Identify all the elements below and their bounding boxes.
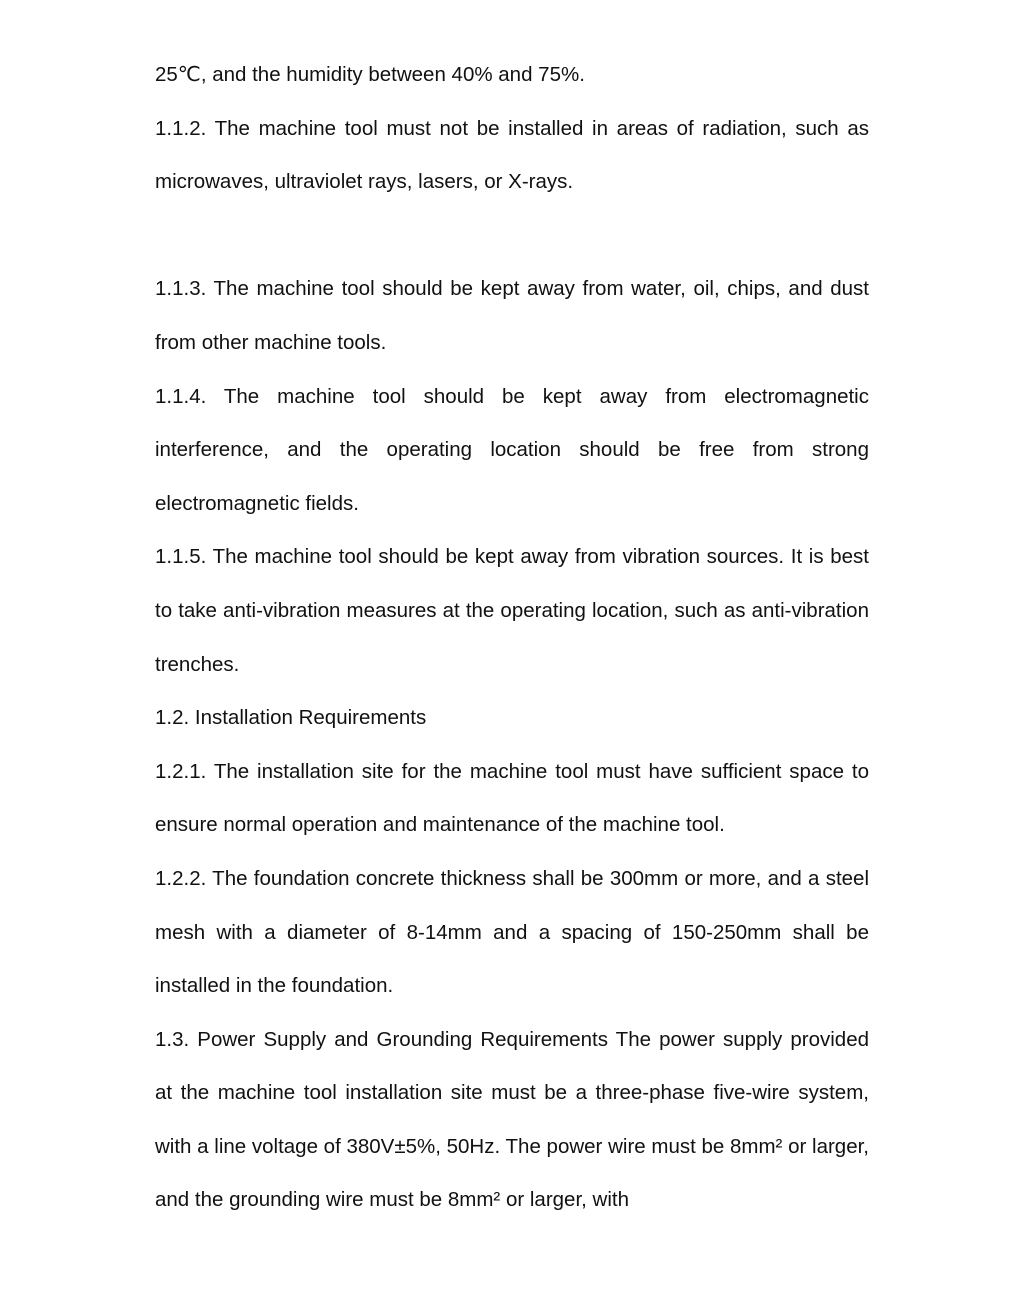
paragraph-spacer (155, 209, 869, 263)
section-heading-1-2: 1.2. Installation Requirements (155, 706, 427, 730)
paragraph-1-1-1-continuation: 25℃, and the humidity between 40% and 75%. (155, 63, 585, 86)
paragraph-1-2-1: 1.2.1. The installation site for the machine tool must have sufficient space to ensure normal operation and maintenance of the machine tool. (155, 759, 869, 837)
paragraph-1-1-3: 1.1.3. The machine tool should be kept away from water, oil, chips, and dust from other machine tools. (155, 277, 869, 354)
paragraph-1-2-2: 1.2.2. The foundation concrete thickness shall be 300mm or more, and a steel mesh with a diameter of 8-14mm and a spacing of 150-250mm shall be installed in the foundation. (155, 866, 869, 998)
document-body (155, 48, 869, 1227)
paragraph-1-3: 1.3. Power Supply and Grounding Requirements The power supply provided at the machine tool installation site must be a three-phase five-wire system, with a line voltage of 380V±5%, 50Hz. The power wire must be 8mm² or larger, and the grounding wire must be 8mm² or larger, with (155, 1027, 869, 1212)
paragraph-1-1-4: 1.1.4. The machine tool should be kept away from electromagnetic interference, and the operating location should be free from strong electromagnetic fields. (155, 384, 869, 515)
paragraph-1-1-2: 1.1.2. The machine tool must not be installed in areas of radiation, such as microwaves, ultraviolet rays, lasers, or X-rays. (155, 116, 869, 194)
paragraph-1-1-5: 1.1.5. The machine tool should be kept away from vibration sources. It is best to take anti-vibration measures at the operating location, such as anti-vibration trenches. (155, 545, 869, 676)
